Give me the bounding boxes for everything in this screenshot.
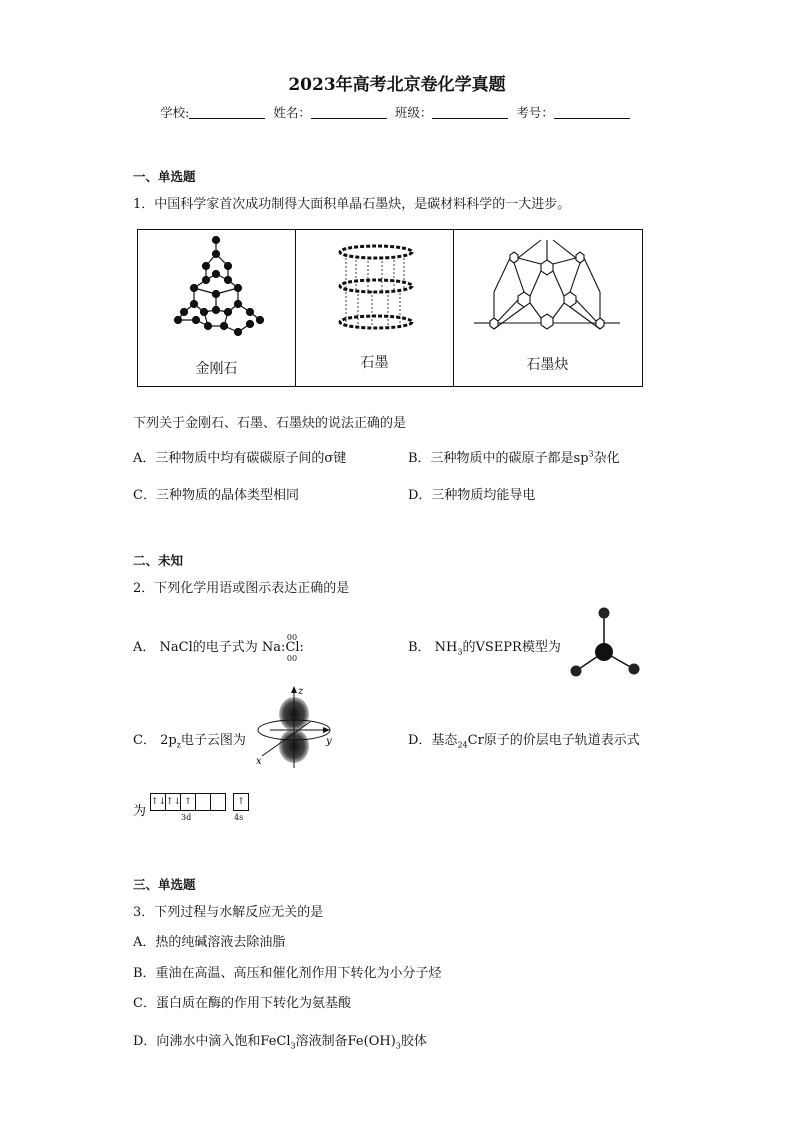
q1-stem: 1．中国科学家首次成功制得大面积单晶石墨炔，是碳材料科学的一大进步。 [133,197,571,212]
graphite-structure-icon [296,230,454,350]
graphdiyne-cell [454,230,641,386]
q3-option-d-tail: 胶体 [400,1034,427,1049]
y-axis-label: y [326,736,332,747]
q2-option-d-tail: Cr原子的价层电子轨道表示式 [467,733,640,748]
graphdiyne-structure-icon [454,230,641,350]
name-label: 姓名： [273,105,311,120]
carbon-allotropes-figure [137,229,643,387]
name-blank[interactable] [311,106,387,119]
q1-option-b[interactable] [408,447,620,466]
orbital-box [196,793,211,811]
student-info-line [0,103,794,121]
q3-option-d-sub2: 3 [395,1041,401,1051]
na-symbol: Na [261,640,282,655]
q3-option-d-sub1: 3 [290,1041,296,1051]
q1-option-a[interactable]: A．三种物质中均有碳碳原子间的σ键 [133,451,347,466]
2pz-electron-cloud-icon [250,684,340,768]
q2-option-c-tail: 电子云图为 [180,733,246,748]
graphdiyne-label: 石墨炔 [526,357,569,373]
q1-option-b-text: B．三种物质中的碳原子都是sp [408,451,589,466]
school-blank[interactable] [189,106,265,119]
x-axis-label: x [256,756,262,767]
orbital-box: ↑ [181,793,196,811]
graphite-cell [296,230,454,386]
class-blank[interactable] [432,106,508,119]
vsepr-tetrahedral-model-icon [560,603,650,683]
q2-option-a-text: A． NaCl的电子式为 [133,640,258,655]
q2-option-d[interactable] [408,729,640,750]
q2-option-b[interactable] [408,636,561,657]
q3-option-b[interactable]: B．重油在高温、高压和催化剂作用下转化为小分子烃 [133,966,442,981]
q2-option-b-sub: 3 [457,647,463,657]
q3-option-d-mid: 溶液制备Fe(OH) [295,1034,396,1049]
orbital-box [211,793,226,811]
section-heading-2: 二、未知 [133,553,184,568]
dots-bottom: 00 [286,654,298,663]
orbital-box: ↑↓ [150,793,166,811]
cl-symbol: Cl [285,640,300,655]
section-heading-3: 三、单选题 [133,877,196,892]
section-heading-1: 一、单选题 [133,169,196,184]
cr-3d-orbital-boxes [150,793,226,809]
colon-mark: : [281,640,286,655]
exam-number-blank[interactable] [554,106,630,119]
school-label: 学校: [160,105,190,120]
4s-label: 4s [234,813,244,822]
dots-top: 00 [286,633,298,642]
q2-stem: 2．下列化学用语或图示表达正确的是 [133,581,350,596]
nacl-electron-formula [261,633,312,663]
z-axis-label: z [298,686,304,697]
q1-option-c[interactable]: C．三种物质的晶体类型相同 [133,488,299,503]
class-label: 班级： [394,105,433,120]
q2-option-b-tail: 的VSEPR模型为 [462,640,561,655]
q3-option-d[interactable] [133,1030,427,1051]
q2-option-b-text: B． NH [408,640,458,655]
q3-stem: 3．下列过程与水解反应无关的是 [133,905,324,920]
orbital-box: ↑↓ [166,793,181,811]
colon-mark: : [299,640,304,655]
graphite-label: 石墨 [360,355,389,371]
q2-option-a[interactable] [133,633,312,663]
q1-option-b-sup: 3 [588,449,594,459]
q2-option-c[interactable] [133,729,246,750]
exam-number-label: 考号： [516,105,554,120]
q2-option-c-sub: z [176,740,181,750]
q1-question: 下列关于金刚石、石墨、石墨炔的说法正确的是 [133,416,407,431]
q2-option-d-text: D．基态 [408,733,458,748]
q2-option-d-sub: 24 [457,740,468,750]
q3-option-d-text: D．向沸水中滴入饱和FeCl [133,1034,291,1049]
diamond-cell [138,230,296,386]
cr-4s-orbital-box: ↑ [233,793,249,811]
page-title: 2023年高考北京卷化学真题 [288,75,506,95]
q3-option-a[interactable]: A．热的纯碱溶液去除油脂 [133,935,286,950]
3d-label: 3d [181,813,192,822]
diamond-structure-icon [138,230,296,350]
q3-option-c[interactable]: C．蛋白质在酶的作用下转化为氨基酸 [133,996,351,1011]
q2-option-d-continued: 为 [133,804,147,819]
diamond-label: 金刚石 [195,361,238,377]
q1-option-b-tail: 杂化 [593,451,620,466]
q1-option-d[interactable]: D．三种物质均能导电 [408,488,536,503]
q2-option-c-text: C． 2p [133,733,177,748]
